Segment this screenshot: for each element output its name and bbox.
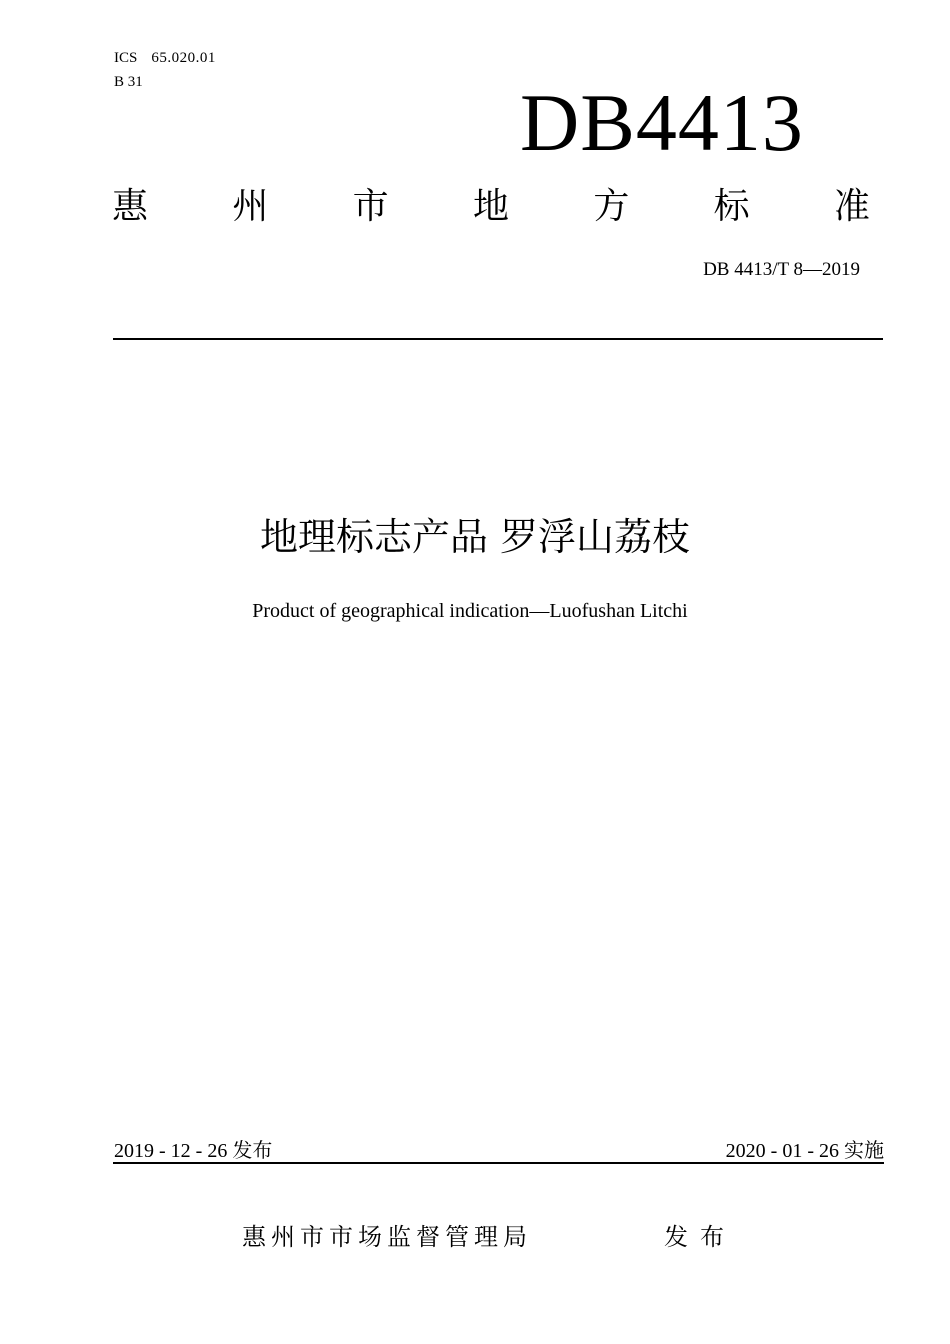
standard-type-heading xyxy=(112,184,870,230)
footer-divider xyxy=(113,1162,884,1164)
implementation-date: 2020 - 01 - 26 实施 xyxy=(725,1140,884,1162)
standard-type-char: 市 xyxy=(352,186,389,227)
standard-type-char: 州 xyxy=(232,186,269,227)
standard-type-char: 标 xyxy=(713,186,750,227)
ics-code: 65.020.01 xyxy=(151,50,216,66)
standard-type-char: 方 xyxy=(593,186,630,227)
ics-label: ICS xyxy=(114,50,138,66)
publish-label: 发布 xyxy=(664,1223,736,1251)
title-english: Product of geographical indication—Luofushan Litchi xyxy=(252,600,688,622)
ccs-code: B 31 xyxy=(114,74,143,90)
standard-number: DB 4413/T 8—2019 xyxy=(703,259,860,280)
header-divider xyxy=(113,338,883,340)
standard-logo: DB4413 xyxy=(520,77,804,168)
ics-line xyxy=(114,48,216,68)
standard-type-char: 地 xyxy=(472,186,509,227)
issuing-authority: 惠州市市场监督管理局 xyxy=(242,1223,532,1251)
standard-type-char: 准 xyxy=(833,186,870,227)
issue-date: 2019 - 12 - 26 发布 xyxy=(114,1140,273,1162)
title-chinese: 地理标志产品 罗浮山荔枝 xyxy=(259,515,691,559)
standard-type-char: 惠 xyxy=(112,186,149,227)
